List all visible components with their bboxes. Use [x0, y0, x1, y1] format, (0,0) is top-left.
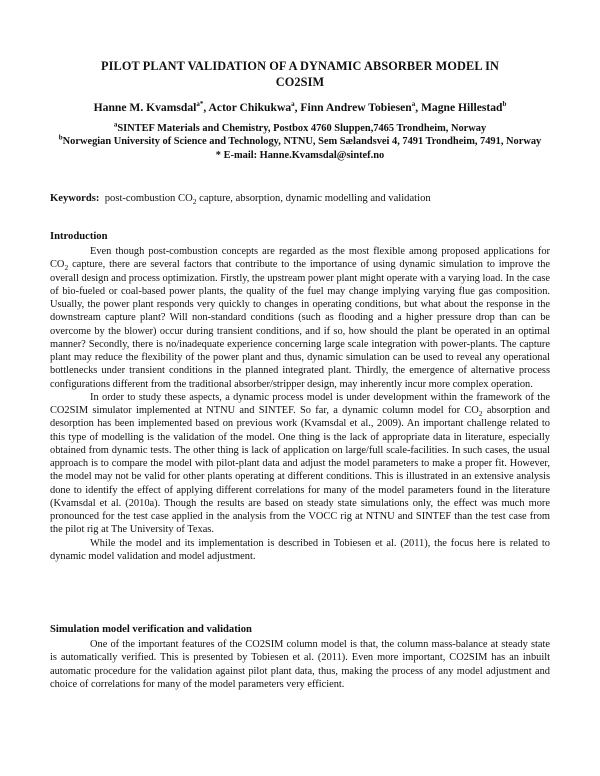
keywords: Keywords: post-combustion $CO_2$ capture, absorption, dynamic modelling and validation: [50, 193, 431, 207]
introduction-heading: Introduction: [50, 231, 108, 242]
paragraph: In order to study these aspects, a dynamic process model is under development within the framework of the CO2SIM simulator implemented at NTNU and SINTEF. So far, a dynamic column model for $CO_2$ absorption and desorption has been implemented based on previous work (Kvamsdal et al., 2009). An important challenge related to this type of modelling is the validation of the model. One thing is the lack of appropriate data in literature, especially obtained from dynamic tests. The other thing is lack of application on large/full scale-facilities. In such cases, the usual approach is to compare the model with pilot-plant data and adjust the model parameters to make a proper fit. However, the model may not be valid for other plants operating at different conditions. This is illustrated in an extensive analysis done to identify the effect of applying different correlations for many of the model parameters found in the literature (Kvamsdal et al. (2010a). Though the results are based on steady state simulations only, the effect was much more pronounced for the test case applied in the analysis from the VOCC rig at NTNU and SINTEF than the test case from the pilot rig at The University of Texas.: [50, 391, 550, 536]
author: Hanne M. Kvamsdal$^{a*}$,: [93, 100, 209, 114]
author: Actor Chikukwa$^a$,: [208, 100, 301, 114]
affiliation-a: $^a$SINTEF Materials and Chemistry, Postbox 4760 Sluppen,7465 Trondheim, Norway: [113, 120, 487, 134]
affiliation-b: $^b$Norwegian University of Science and Technology, NTNU, Sem Sælandsvei 4, 7491 Trondheim, 7491, Norway: [58, 133, 542, 148]
author-list: [50, 101, 550, 115]
affiliations: [50, 122, 550, 162]
paper-title: [50, 58, 550, 90]
simulation-heading: Simulation model verification and validation: [50, 624, 252, 635]
simulation-section: [50, 638, 550, 691]
keywords-label: Keywords:: [50, 193, 100, 204]
author: Magne Hillestad$^b$: [420, 100, 507, 114]
paragraph: While the model and its implementation is described in Tobiesen et al. (2011), the focus here is related to dynamic model validation and model adjustment.: [50, 537, 550, 562]
title-line-1: PILOT PLANT VALIDATION OF A DYNAMIC ABSORBER MODEL IN: [101, 59, 499, 73]
introduction-section: [50, 245, 550, 563]
contact-email: * E-mail: Hanne.Kvamsdal@sintef.no: [215, 149, 385, 161]
paragraph: Even though post-combustion concepts are regarded as the most flexible among proposed applications for $CO_2$ capture, there are several factors that contribute to the importance of using dynamic simulation to improve the overall design and process optimization. Firstly, the upstream power plant might operate with a varying load. In the case of bio-fueled or coal-based power plants, the quality of the fuel may change implying varying flue gas composition. Usually, the power plant responds very quickly to changes in operating conditions, but what about the response in the downstream capture plant? Will non-standard conditions (such as flooding and a higher pressure drop than can be overcome by the blower) occur during transient conditions, and if so, how should the plant be operated in an optimal manner? Secondly, there is no/inadequate experience concerning large scale integration with power-plants. The capture plant may reduce the flexibility of the power plant and thus, dynamic simulation can be used to reveal any operational bottlenecks under transient conditions in the planned integrated plant. Thirdly, the emergence of alternative process configurations different from the traditional absorber/stripper design, may inherently incur more complex operation.: [50, 246, 550, 390]
author: Finn Andrew Tobiesen$^a$,: [300, 100, 421, 114]
title-line-2: CO2SIM: [275, 75, 325, 89]
paragraph: One of the important features of the CO2SIM column model is that, the column mass-balance at steady state is automatically verified. This is presented by Tobiesen et al. (2011). Even more important, CO2SIM has an inbuilt automatic procedure for the validation against pilot plant data, thus, making the process of any model adjustment and choice of correlations for many of the model parameters very efficient.: [50, 639, 550, 690]
